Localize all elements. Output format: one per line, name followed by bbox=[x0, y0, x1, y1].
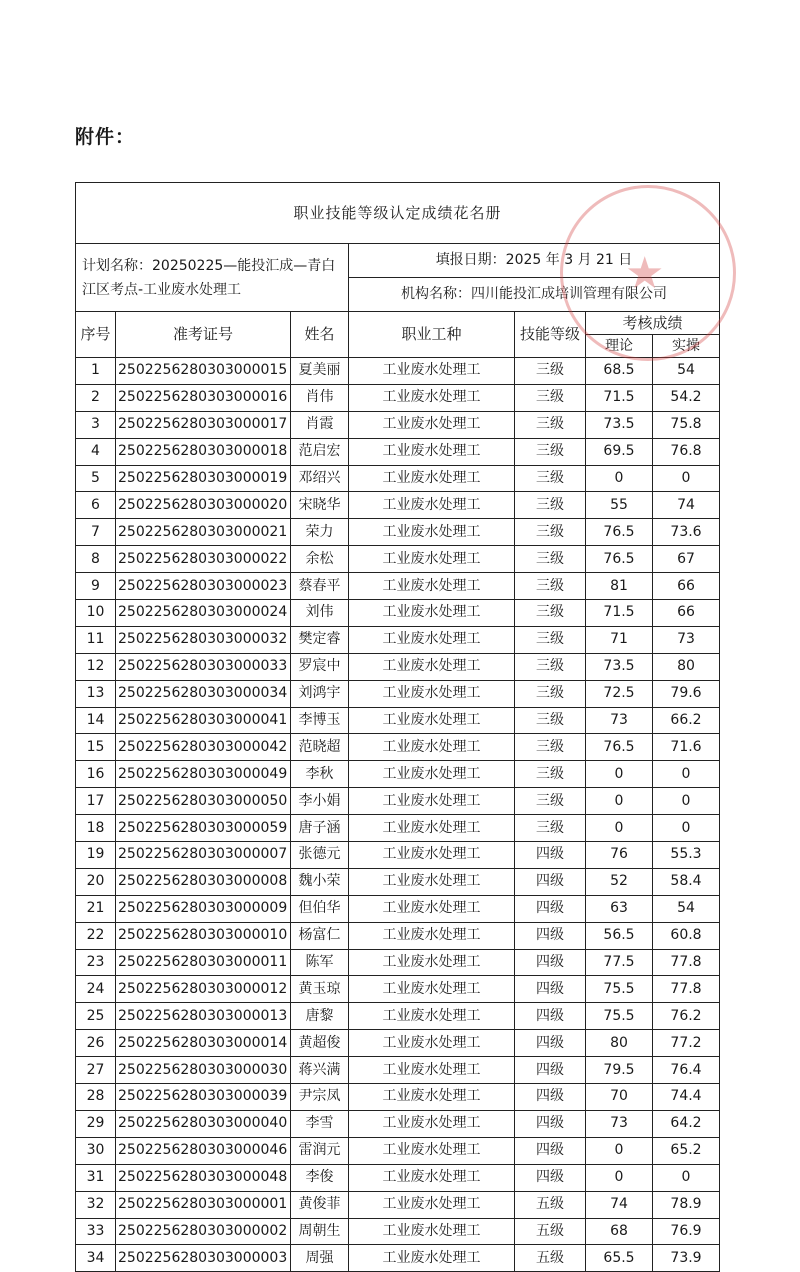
cell-name: 唐子涵 bbox=[291, 815, 349, 842]
cell-cert: 2502256280303000048 bbox=[116, 1164, 291, 1191]
cell-cert: 2502256280303000014 bbox=[116, 1030, 291, 1057]
cell-job: 工业废水处理工 bbox=[349, 626, 515, 653]
cell-job: 工业废水处理工 bbox=[349, 1084, 515, 1111]
cell-cert: 2502256280303000041 bbox=[116, 707, 291, 734]
cell-practice: 54 bbox=[653, 895, 720, 922]
cell-no: 21 bbox=[76, 895, 116, 922]
cell-cert: 2502256280303000023 bbox=[116, 573, 291, 600]
cell-theory: 73.5 bbox=[586, 653, 653, 680]
attachment-label: 附件： bbox=[75, 126, 136, 148]
cell-cert: 2502256280303000013 bbox=[116, 1003, 291, 1030]
cell-level: 五级 bbox=[515, 1245, 586, 1272]
cell-no: 29 bbox=[76, 1110, 116, 1137]
table-row bbox=[76, 680, 720, 707]
cell-job: 工业废水处理工 bbox=[349, 438, 515, 465]
table-row bbox=[76, 1084, 720, 1111]
cell-name: 范晓超 bbox=[291, 734, 349, 761]
cell-theory: 56.5 bbox=[586, 922, 653, 949]
table-row bbox=[76, 734, 720, 761]
col-header-level: 技能等级 bbox=[515, 312, 586, 358]
cell-cert: 2502256280303000024 bbox=[116, 600, 291, 627]
cell-no: 10 bbox=[76, 600, 116, 627]
cell-level: 五级 bbox=[515, 1191, 586, 1218]
cell-no: 22 bbox=[76, 922, 116, 949]
cell-name: 肖伟 bbox=[291, 384, 349, 411]
cell-no: 3 bbox=[76, 411, 116, 438]
cell-theory: 80 bbox=[586, 1030, 653, 1057]
cell-no: 12 bbox=[76, 653, 116, 680]
plan-name: 计划名称：20250225—能投汇成—青白江区考点-工业废水处理工 bbox=[76, 244, 349, 312]
cell-name: 周朝生 bbox=[291, 1218, 349, 1245]
cell-no: 32 bbox=[76, 1191, 116, 1218]
cell-job: 工业废水处理工 bbox=[349, 868, 515, 895]
cell-practice: 64.2 bbox=[653, 1110, 720, 1137]
cell-cert: 2502256280303000009 bbox=[116, 895, 291, 922]
cell-theory: 76.5 bbox=[586, 546, 653, 573]
cell-level: 三级 bbox=[515, 680, 586, 707]
cell-cert: 2502256280303000002 bbox=[116, 1218, 291, 1245]
cell-practice: 66.2 bbox=[653, 707, 720, 734]
cell-job: 工业废水处理工 bbox=[349, 384, 515, 411]
cell-job: 工业废水处理工 bbox=[349, 788, 515, 815]
cell-theory: 77.5 bbox=[586, 949, 653, 976]
cell-practice: 66 bbox=[653, 573, 720, 600]
cell-cert: 2502256280303000034 bbox=[116, 680, 291, 707]
cell-job: 工业废水处理工 bbox=[349, 1057, 515, 1084]
cell-practice: 66 bbox=[653, 600, 720, 627]
cell-job: 工业废水处理工 bbox=[349, 1030, 515, 1057]
cell-no: 14 bbox=[76, 707, 116, 734]
cell-level: 四级 bbox=[515, 949, 586, 976]
cell-no: 19 bbox=[76, 842, 116, 869]
cell-name: 尹宗凤 bbox=[291, 1084, 349, 1111]
cell-practice: 77.2 bbox=[653, 1030, 720, 1057]
cell-level: 三级 bbox=[515, 465, 586, 492]
table-row bbox=[76, 1191, 720, 1218]
cell-practice: 0 bbox=[653, 788, 720, 815]
cell-theory: 65.5 bbox=[586, 1245, 653, 1272]
cell-practice: 73.9 bbox=[653, 1245, 720, 1272]
cell-job: 工业废水处理工 bbox=[349, 761, 515, 788]
cell-no: 18 bbox=[76, 815, 116, 842]
cell-theory: 76 bbox=[586, 842, 653, 869]
cell-no: 9 bbox=[76, 573, 116, 600]
table-row bbox=[76, 922, 720, 949]
cell-practice: 0 bbox=[653, 465, 720, 492]
table-row bbox=[76, 492, 720, 519]
table-row bbox=[76, 1245, 720, 1272]
cell-level: 四级 bbox=[515, 922, 586, 949]
cell-theory: 76.5 bbox=[586, 519, 653, 546]
cell-job: 工业废水处理工 bbox=[349, 358, 515, 385]
cell-theory: 0 bbox=[586, 788, 653, 815]
cell-name: 余松 bbox=[291, 546, 349, 573]
cell-name: 黄玉琼 bbox=[291, 976, 349, 1003]
table-row bbox=[76, 895, 720, 922]
sheet-title: 职业技能等级认定成绩花名册 bbox=[76, 183, 720, 244]
cell-theory: 71.5 bbox=[586, 600, 653, 627]
cell-cert: 2502256280303000042 bbox=[116, 734, 291, 761]
table-row bbox=[76, 411, 720, 438]
cell-name: 罗宸中 bbox=[291, 653, 349, 680]
cell-no: 34 bbox=[76, 1245, 116, 1272]
table-row bbox=[76, 1164, 720, 1191]
cell-level: 三级 bbox=[515, 384, 586, 411]
cell-theory: 55 bbox=[586, 492, 653, 519]
cell-theory: 68.5 bbox=[586, 358, 653, 385]
cell-practice: 75.8 bbox=[653, 411, 720, 438]
cell-level: 三级 bbox=[515, 546, 586, 573]
table-row bbox=[76, 842, 720, 869]
cell-level: 四级 bbox=[515, 1084, 586, 1111]
cell-cert: 2502256280303000050 bbox=[116, 788, 291, 815]
cell-cert: 2502256280303000016 bbox=[116, 384, 291, 411]
cell-cert: 2502256280303000049 bbox=[116, 761, 291, 788]
cell-job: 工业废水处理工 bbox=[349, 546, 515, 573]
cell-theory: 71 bbox=[586, 626, 653, 653]
col-header-score: 考核成绩 bbox=[586, 312, 720, 335]
cell-cert: 2502256280303000039 bbox=[116, 1084, 291, 1111]
table-row bbox=[76, 949, 720, 976]
cell-job: 工业废水处理工 bbox=[349, 519, 515, 546]
cell-level: 四级 bbox=[515, 1057, 586, 1084]
cell-theory: 0 bbox=[586, 761, 653, 788]
cell-cert: 2502256280303000017 bbox=[116, 411, 291, 438]
cell-practice: 0 bbox=[653, 761, 720, 788]
table-row bbox=[76, 519, 720, 546]
cell-theory: 0 bbox=[586, 815, 653, 842]
col-header-theory: 理论 bbox=[586, 335, 653, 358]
cell-no: 25 bbox=[76, 1003, 116, 1030]
cell-no: 7 bbox=[76, 519, 116, 546]
cell-job: 工业废水处理工 bbox=[349, 465, 515, 492]
cell-name: 陈军 bbox=[291, 949, 349, 976]
cell-name: 蔡春平 bbox=[291, 573, 349, 600]
cell-practice: 58.4 bbox=[653, 868, 720, 895]
cell-theory: 81 bbox=[586, 573, 653, 600]
cell-no: 26 bbox=[76, 1030, 116, 1057]
cell-level: 四级 bbox=[515, 842, 586, 869]
cell-cert: 2502256280303000007 bbox=[116, 842, 291, 869]
cell-theory: 75.5 bbox=[586, 976, 653, 1003]
cell-job: 工业废水处理工 bbox=[349, 1164, 515, 1191]
cell-practice: 80 bbox=[653, 653, 720, 680]
cell-practice: 76.2 bbox=[653, 1003, 720, 1030]
table-row bbox=[76, 438, 720, 465]
cell-name: 蒋兴满 bbox=[291, 1057, 349, 1084]
cell-name: 李小娟 bbox=[291, 788, 349, 815]
table-row bbox=[76, 1003, 720, 1030]
cell-cert: 2502256280303000011 bbox=[116, 949, 291, 976]
cell-job: 工业废水处理工 bbox=[349, 815, 515, 842]
cell-name: 黄俊菲 bbox=[291, 1191, 349, 1218]
cell-theory: 74 bbox=[586, 1191, 653, 1218]
cell-cert: 2502256280303000059 bbox=[116, 815, 291, 842]
cell-name: 刘鸿宇 bbox=[291, 680, 349, 707]
cell-level: 三级 bbox=[515, 411, 586, 438]
cell-level: 三级 bbox=[515, 519, 586, 546]
cell-name: 樊定睿 bbox=[291, 626, 349, 653]
cell-practice: 73 bbox=[653, 626, 720, 653]
cell-cert: 2502256280303000001 bbox=[116, 1191, 291, 1218]
cell-job: 工业废水处理工 bbox=[349, 1137, 515, 1164]
table-row bbox=[76, 976, 720, 1003]
cell-no: 13 bbox=[76, 680, 116, 707]
cell-practice: 54.2 bbox=[653, 384, 720, 411]
cell-practice: 60.8 bbox=[653, 922, 720, 949]
cell-practice: 54 bbox=[653, 358, 720, 385]
cell-name: 杨富仁 bbox=[291, 922, 349, 949]
cell-no: 1 bbox=[76, 358, 116, 385]
cell-no: 4 bbox=[76, 438, 116, 465]
table-row bbox=[76, 1137, 720, 1164]
cell-name: 范启宏 bbox=[291, 438, 349, 465]
cell-theory: 73 bbox=[586, 1110, 653, 1137]
col-header-practice: 实操 bbox=[653, 335, 720, 358]
cell-practice: 65.2 bbox=[653, 1137, 720, 1164]
cell-practice: 77.8 bbox=[653, 976, 720, 1003]
cell-theory: 76.5 bbox=[586, 734, 653, 761]
cell-no: 23 bbox=[76, 949, 116, 976]
cell-level: 三级 bbox=[515, 438, 586, 465]
col-header-cert: 准考证号 bbox=[116, 312, 291, 358]
table-row bbox=[76, 1218, 720, 1245]
cell-job: 工业废水处理工 bbox=[349, 842, 515, 869]
cell-theory: 63 bbox=[586, 895, 653, 922]
cell-name: 张德元 bbox=[291, 842, 349, 869]
cell-job: 工业废水处理工 bbox=[349, 1245, 515, 1272]
cell-theory: 0 bbox=[586, 465, 653, 492]
cell-level: 三级 bbox=[515, 761, 586, 788]
table-row bbox=[76, 761, 720, 788]
cell-name: 但伯华 bbox=[291, 895, 349, 922]
cell-practice: 76.4 bbox=[653, 1057, 720, 1084]
cell-name: 刘伟 bbox=[291, 600, 349, 627]
cell-level: 三级 bbox=[515, 626, 586, 653]
cell-practice: 55.3 bbox=[653, 842, 720, 869]
table-row bbox=[76, 546, 720, 573]
cell-level: 三级 bbox=[515, 492, 586, 519]
cell-cert: 2502256280303000032 bbox=[116, 626, 291, 653]
cell-cert: 2502256280303000040 bbox=[116, 1110, 291, 1137]
cell-job: 工业废水处理工 bbox=[349, 411, 515, 438]
table-row bbox=[76, 465, 720, 492]
cell-job: 工业废水处理工 bbox=[349, 949, 515, 976]
cell-level: 四级 bbox=[515, 868, 586, 895]
table-row bbox=[76, 1030, 720, 1057]
cell-theory: 70 bbox=[586, 1084, 653, 1111]
cell-job: 工业废水处理工 bbox=[349, 976, 515, 1003]
cell-theory: 73.5 bbox=[586, 411, 653, 438]
score-roster-sheet bbox=[75, 182, 719, 1272]
col-header-name: 姓名 bbox=[291, 312, 349, 358]
cell-level: 五级 bbox=[515, 1218, 586, 1245]
cell-job: 工业废水处理工 bbox=[349, 707, 515, 734]
table-row bbox=[76, 707, 720, 734]
cell-job: 工业废水处理工 bbox=[349, 653, 515, 680]
cell-level: 四级 bbox=[515, 1003, 586, 1030]
cell-practice: 79.6 bbox=[653, 680, 720, 707]
cell-practice: 0 bbox=[653, 1164, 720, 1191]
table-row bbox=[76, 573, 720, 600]
table-row bbox=[76, 815, 720, 842]
cell-cert: 2502256280303000008 bbox=[116, 868, 291, 895]
cell-cert: 2502256280303000012 bbox=[116, 976, 291, 1003]
cell-level: 三级 bbox=[515, 707, 586, 734]
cell-level: 四级 bbox=[515, 1110, 586, 1137]
cell-practice: 71.6 bbox=[653, 734, 720, 761]
table-row bbox=[76, 384, 720, 411]
cell-level: 三级 bbox=[515, 358, 586, 385]
cell-level: 三级 bbox=[515, 653, 586, 680]
cell-level: 三级 bbox=[515, 573, 586, 600]
cell-practice: 73.6 bbox=[653, 519, 720, 546]
cell-job: 工业废水处理工 bbox=[349, 573, 515, 600]
cell-cert: 2502256280303000003 bbox=[116, 1245, 291, 1272]
cell-cert: 2502256280303000020 bbox=[116, 492, 291, 519]
cell-theory: 52 bbox=[586, 868, 653, 895]
cell-theory: 73 bbox=[586, 707, 653, 734]
cell-no: 17 bbox=[76, 788, 116, 815]
cell-no: 30 bbox=[76, 1137, 116, 1164]
cell-name: 黄超俊 bbox=[291, 1030, 349, 1057]
cell-theory: 69.5 bbox=[586, 438, 653, 465]
cell-no: 27 bbox=[76, 1057, 116, 1084]
cell-job: 工业废水处理工 bbox=[349, 1003, 515, 1030]
cell-name: 李雪 bbox=[291, 1110, 349, 1137]
cell-cert: 2502256280303000015 bbox=[116, 358, 291, 385]
cell-practice: 67 bbox=[653, 546, 720, 573]
cell-name: 李俊 bbox=[291, 1164, 349, 1191]
cell-no: 2 bbox=[76, 384, 116, 411]
col-header-no: 序号 bbox=[76, 312, 116, 358]
cell-name: 荣力 bbox=[291, 519, 349, 546]
cell-job: 工业废水处理工 bbox=[349, 492, 515, 519]
cell-name: 肖霞 bbox=[291, 411, 349, 438]
cell-level: 四级 bbox=[515, 1030, 586, 1057]
score-roster-table bbox=[75, 182, 720, 1272]
cell-job: 工业废水处理工 bbox=[349, 734, 515, 761]
org-name: 机构名称：四川能投汇成培训管理有限公司 bbox=[349, 278, 720, 312]
cell-cert: 2502256280303000030 bbox=[116, 1057, 291, 1084]
cell-theory: 72.5 bbox=[586, 680, 653, 707]
cell-level: 三级 bbox=[515, 815, 586, 842]
cell-practice: 76.8 bbox=[653, 438, 720, 465]
cell-name: 李博玉 bbox=[291, 707, 349, 734]
table-row bbox=[76, 1110, 720, 1137]
cell-cert: 2502256280303000021 bbox=[116, 519, 291, 546]
cell-name: 唐黎 bbox=[291, 1003, 349, 1030]
cell-name: 魏小荣 bbox=[291, 868, 349, 895]
cell-theory: 79.5 bbox=[586, 1057, 653, 1084]
cell-practice: 0 bbox=[653, 815, 720, 842]
fill-date: 填报日期：2025 年 3 月 21 日 bbox=[349, 244, 720, 278]
cell-practice: 77.8 bbox=[653, 949, 720, 976]
cell-no: 11 bbox=[76, 626, 116, 653]
cell-no: 8 bbox=[76, 546, 116, 573]
cell-name: 李秋 bbox=[291, 761, 349, 788]
cell-no: 20 bbox=[76, 868, 116, 895]
table-row bbox=[76, 788, 720, 815]
cell-name: 邓绍兴 bbox=[291, 465, 349, 492]
table-row bbox=[76, 868, 720, 895]
cell-no: 6 bbox=[76, 492, 116, 519]
cell-cert: 2502256280303000019 bbox=[116, 465, 291, 492]
cell-name: 周强 bbox=[291, 1245, 349, 1272]
cell-name: 宋晓华 bbox=[291, 492, 349, 519]
cell-level: 四级 bbox=[515, 1137, 586, 1164]
cell-cert: 2502256280303000046 bbox=[116, 1137, 291, 1164]
col-header-job: 职业工种 bbox=[349, 312, 515, 358]
cell-job: 工业废水处理工 bbox=[349, 895, 515, 922]
cell-cert: 2502256280303000033 bbox=[116, 653, 291, 680]
cell-job: 工业废水处理工 bbox=[349, 600, 515, 627]
cell-job: 工业废水处理工 bbox=[349, 1110, 515, 1137]
cell-name: 夏美丽 bbox=[291, 358, 349, 385]
cell-cert: 2502256280303000018 bbox=[116, 438, 291, 465]
cell-level: 三级 bbox=[515, 600, 586, 627]
cell-no: 15 bbox=[76, 734, 116, 761]
cell-job: 工业废水处理工 bbox=[349, 680, 515, 707]
table-row bbox=[76, 600, 720, 627]
table-row bbox=[76, 1057, 720, 1084]
cell-theory: 68 bbox=[586, 1218, 653, 1245]
cell-practice: 76.9 bbox=[653, 1218, 720, 1245]
table-row bbox=[76, 358, 720, 385]
cell-practice: 78.9 bbox=[653, 1191, 720, 1218]
cell-cert: 2502256280303000022 bbox=[116, 546, 291, 573]
cell-level: 四级 bbox=[515, 1164, 586, 1191]
cell-no: 28 bbox=[76, 1084, 116, 1111]
cell-theory: 75.5 bbox=[586, 1003, 653, 1030]
cell-no: 24 bbox=[76, 976, 116, 1003]
cell-no: 16 bbox=[76, 761, 116, 788]
cell-cert: 2502256280303000010 bbox=[116, 922, 291, 949]
table-row bbox=[76, 626, 720, 653]
cell-job: 工业废水处理工 bbox=[349, 1191, 515, 1218]
cell-theory: 0 bbox=[586, 1137, 653, 1164]
cell-no: 5 bbox=[76, 465, 116, 492]
cell-job: 工业废水处理工 bbox=[349, 1218, 515, 1245]
cell-level: 四级 bbox=[515, 895, 586, 922]
cell-theory: 0 bbox=[586, 1164, 653, 1191]
table-row bbox=[76, 653, 720, 680]
cell-level: 四级 bbox=[515, 976, 586, 1003]
cell-name: 雷润元 bbox=[291, 1137, 349, 1164]
cell-level: 三级 bbox=[515, 734, 586, 761]
cell-practice: 74.4 bbox=[653, 1084, 720, 1111]
cell-theory: 71.5 bbox=[586, 384, 653, 411]
cell-level: 三级 bbox=[515, 788, 586, 815]
cell-no: 33 bbox=[76, 1218, 116, 1245]
cell-job: 工业废水处理工 bbox=[349, 922, 515, 949]
cell-practice: 74 bbox=[653, 492, 720, 519]
cell-no: 31 bbox=[76, 1164, 116, 1191]
seal-star-icon: ★ bbox=[625, 248, 665, 299]
